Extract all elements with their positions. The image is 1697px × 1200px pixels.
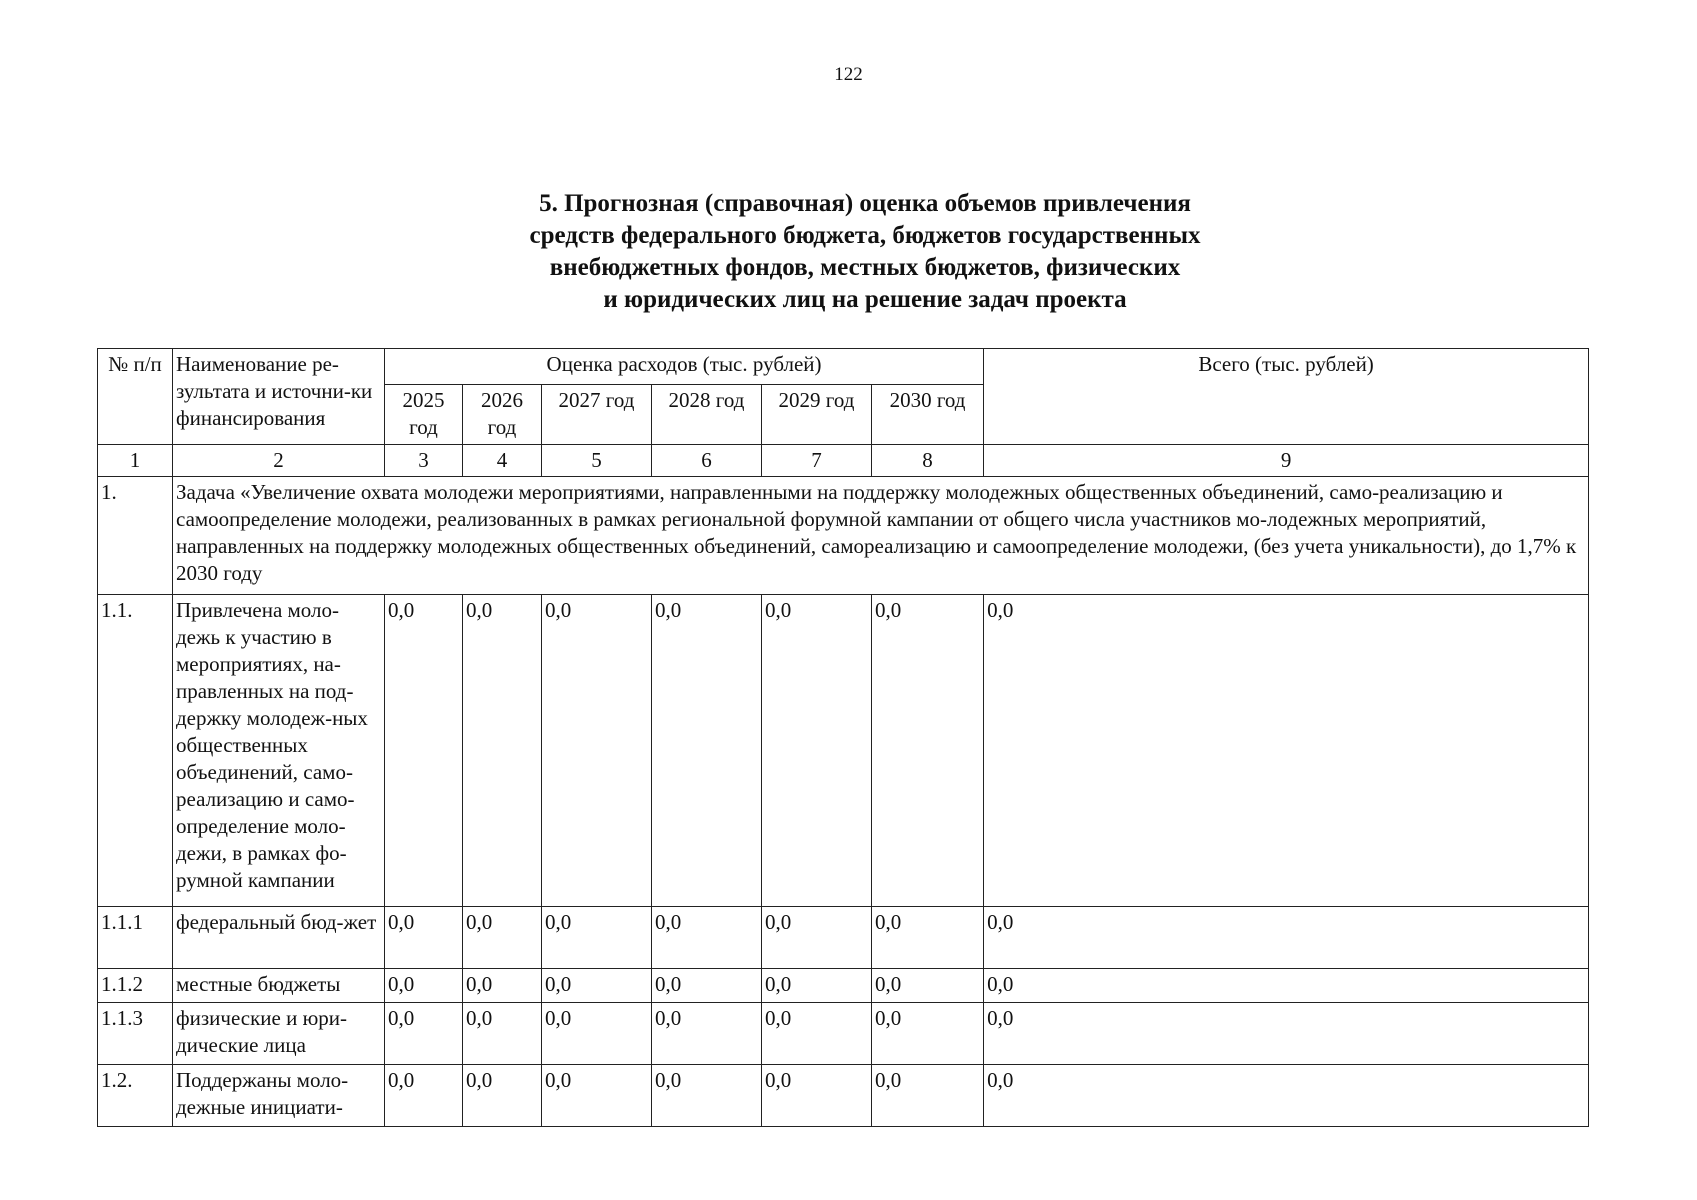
column-number: 4 xyxy=(463,445,542,477)
value-cell: 0,0 xyxy=(385,1065,463,1127)
row-name: Поддержаны моло-дежные инициати- xyxy=(173,1065,385,1127)
page-number: 122 xyxy=(834,64,863,85)
header-year: 2030 год xyxy=(872,385,984,445)
table-row xyxy=(98,1065,1589,1127)
header-year: 2026 год xyxy=(463,385,542,445)
value-cell: 0,0 xyxy=(463,969,542,1003)
header-num: № п/п xyxy=(98,349,173,445)
row-number: 1.1.1 xyxy=(98,907,173,969)
title-line: 5. Прогнозная (справочная) оценка объемов привлечения xyxy=(539,190,1191,217)
value-cell: 0,0 xyxy=(872,969,984,1003)
value-cell: 0,0 xyxy=(872,595,984,907)
title-line: внебюджетных фондов, местных бюджетов, физических xyxy=(549,254,1181,281)
row-name: местные бюджеты xyxy=(173,969,385,1003)
task-number: 1. xyxy=(98,477,173,595)
column-number: 7 xyxy=(762,445,872,477)
column-number: 2 xyxy=(173,445,385,477)
header-expense: Оценка расходов (тыс. рублей) xyxy=(385,349,984,385)
row-number: 1.1.2 xyxy=(98,969,173,1003)
column-number: 5 xyxy=(542,445,652,477)
column-number: 3 xyxy=(385,445,463,477)
value-cell: 0,0 xyxy=(385,907,463,969)
value-cell: 0,0 xyxy=(984,595,1589,907)
title-line: и юридических лиц на решение задач проекта xyxy=(603,286,1127,313)
value-cell: 0,0 xyxy=(542,595,652,907)
row-number: 1.1.3 xyxy=(98,1003,173,1065)
value-cell: 0,0 xyxy=(542,1065,652,1127)
value-cell: 0,0 xyxy=(652,969,762,1003)
value-cell: 0,0 xyxy=(542,907,652,969)
row-name: Привлечена моло-дежь к участию в мероприятиях, на-правленных на под-держку молодеж-ных общественных объединений, само-реализацию и само-определение моло-дежи, в рамках фо-румной кампании xyxy=(173,595,385,907)
value-cell: 0,0 xyxy=(984,907,1589,969)
table-row xyxy=(98,1003,1589,1065)
column-number: 1 xyxy=(98,445,173,477)
document-title xyxy=(430,188,1300,316)
column-number: 6 xyxy=(652,445,762,477)
value-cell: 0,0 xyxy=(762,907,872,969)
table-row xyxy=(98,907,1589,969)
row-name: федеральный бюд-жет xyxy=(173,907,385,969)
value-cell: 0,0 xyxy=(463,595,542,907)
header-year: 2027 год xyxy=(542,385,652,445)
value-cell: 0,0 xyxy=(762,1065,872,1127)
task-row xyxy=(98,477,1589,595)
column-number: 9 xyxy=(984,445,1589,477)
column-number: 8 xyxy=(872,445,984,477)
header-year: 2028 год xyxy=(652,385,762,445)
value-cell: 0,0 xyxy=(762,1003,872,1065)
row-number: 1.1. xyxy=(98,595,173,907)
value-cell: 0,0 xyxy=(652,1065,762,1127)
value-cell: 0,0 xyxy=(872,1065,984,1127)
table-row xyxy=(98,595,1589,907)
value-cell: 0,0 xyxy=(652,595,762,907)
value-cell: 0,0 xyxy=(984,969,1589,1003)
title-line: средств федерального бюджета, бюджетов государственных xyxy=(529,222,1201,249)
value-cell: 0,0 xyxy=(652,907,762,969)
task-description: Задача «Увеличение охвата молодежи мероприятиями, направленными на поддержку молодежных общественных объединений, само-реализацию и самоопределение молодежи, реализованных в рамках региональной форумной кампании от общего числа участников мо-лодежных мероприятий, направленных на поддержку молодежных общественных объединений, самореализацию и самоопределение молодежи, (без учета уникальности), до 1,7% к 2030 году xyxy=(173,477,1589,595)
value-cell: 0,0 xyxy=(652,1003,762,1065)
value-cell: 0,0 xyxy=(463,1003,542,1065)
header-year: 2025 год xyxy=(385,385,463,445)
value-cell: 0,0 xyxy=(463,1065,542,1127)
value-cell: 0,0 xyxy=(385,595,463,907)
value-cell: 0,0 xyxy=(385,1003,463,1065)
value-cell: 0,0 xyxy=(463,907,542,969)
value-cell: 0,0 xyxy=(872,1003,984,1065)
value-cell: 0,0 xyxy=(872,907,984,969)
value-cell: 0,0 xyxy=(542,1003,652,1065)
header-year: 2029 год xyxy=(762,385,872,445)
value-cell: 0,0 xyxy=(385,969,463,1003)
row-name: физические и юри-дические лица xyxy=(173,1003,385,1065)
funding-table xyxy=(97,348,1589,1127)
value-cell: 0,0 xyxy=(542,969,652,1003)
header-total: Всего (тыс. рублей) xyxy=(984,349,1589,445)
header-name: Наименование ре-зультата и источни-ки финансирования xyxy=(173,349,385,445)
value-cell: 0,0 xyxy=(984,1003,1589,1065)
value-cell: 0,0 xyxy=(984,1065,1589,1127)
value-cell: 0,0 xyxy=(762,595,872,907)
row-number: 1.2. xyxy=(98,1065,173,1127)
value-cell: 0,0 xyxy=(762,969,872,1003)
table-row xyxy=(98,969,1589,1003)
